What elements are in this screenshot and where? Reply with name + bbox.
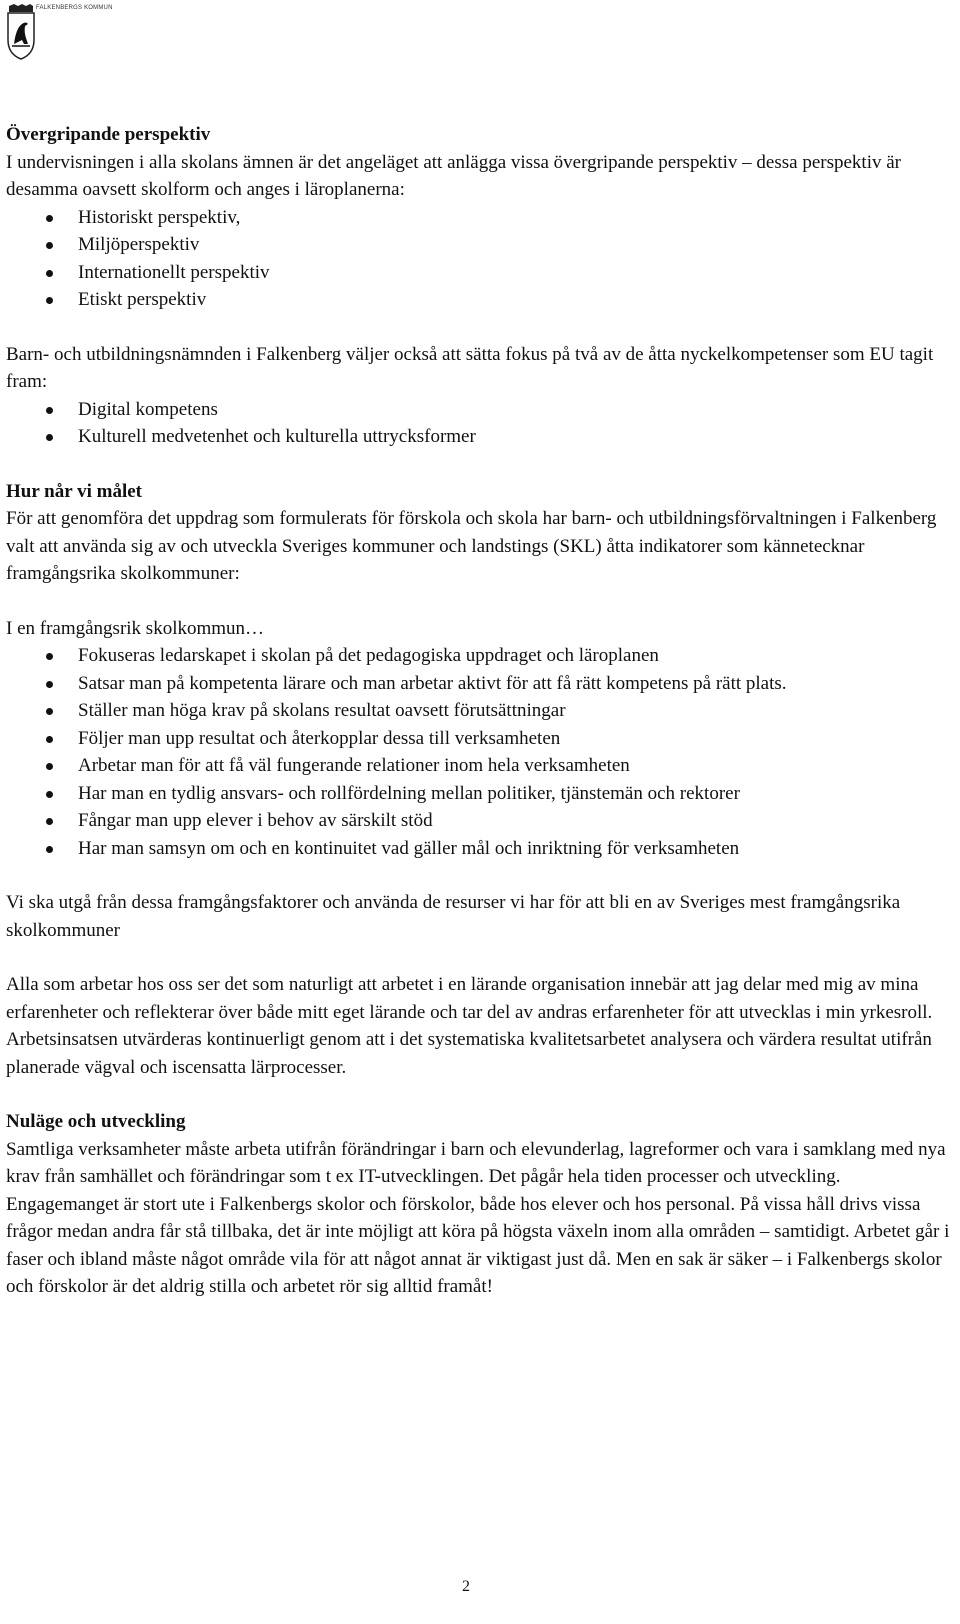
document-body — [6, 121, 950, 1301]
list-item: Kulturell medvetenhet och kulturella uttrycksformer — [6, 423, 950, 451]
bullet-icon — [46, 434, 53, 441]
section-heading-overgripande: Övergripande perspektiv — [6, 124, 211, 145]
paragraph: Vi ska utgå från dessa framgångsfaktorer och använda de resurser vi har för att bli en av Sveriges mest framgångsrika skolkommuner — [6, 892, 901, 941]
bullet-icon — [46, 653, 53, 660]
list-item: Miljöperspektiv — [6, 231, 950, 259]
section-heading-hur-nar-vi-malet: Hur når vi målet — [6, 480, 142, 502]
logo-text: FALKENBERGS KOMMUN — [36, 5, 113, 11]
list-item: Digital kompetens — [6, 396, 950, 424]
bullet-icon — [46, 407, 53, 414]
list-item: Har man samsyn om och en kontinuitet vad gäller mål och inriktning för verksamheten — [6, 835, 950, 863]
list-item: Etiskt perspektiv — [6, 286, 950, 314]
perspective-list — [6, 204, 950, 314]
bullet-icon — [46, 846, 53, 853]
list-item: Arbetar man för att få väl fungerande relationer inom hela verksamheten — [6, 752, 950, 780]
section-intro: För att genomföra det uppdrag som formulerats för förskola och skola har barn- och utbildningsförvaltningen i Falkenberg valt att använda sig av och utveckla Sveriges kommuner och landstings (SKL) åtta indikatorer som kännetecknar framgångsrika skolkommuner: — [6, 508, 937, 584]
coat-of-arms-icon — [6, 4, 36, 60]
list-item: Ställer man höga krav på skolans resultat oavsett förutsättningar — [6, 697, 950, 725]
bullet-icon — [46, 818, 53, 825]
bullet-icon — [46, 297, 53, 304]
section-heading-nulage: Nuläge och utveckling — [6, 1111, 186, 1132]
bullet-icon — [46, 270, 53, 277]
lead-text: I en framgångsrik skolkommun… — [6, 617, 265, 639]
bullet-icon — [46, 242, 53, 249]
bullet-icon — [46, 791, 53, 798]
indicator-list — [6, 642, 950, 862]
list-item: Har man en tydlig ansvars- och rollfördelning mellan politiker, tjänstemän och rektorer — [6, 780, 950, 808]
page-number: 2 — [462, 1578, 470, 1595]
list-item: Fångar man upp elever i behov av särskilt stöd — [6, 807, 950, 835]
competence-list — [6, 396, 950, 451]
bullet-icon — [46, 736, 53, 743]
list-item: Fokuseras ledarskapet i skolan på det pedagogiska uppdraget och läroplanen — [6, 642, 950, 670]
list-item: Historiskt perspektiv, — [6, 204, 950, 232]
section-body: Samtliga verksamheter måste arbeta utifrån förändringar i barn och elevunderlag, lagreformer och vara i samklang med nya krav från samhället och förändringar som t ex IT-utvecklingen. Det pågår hela tiden processer och utveckling. Engagemanget är stort ute i Falkenbergs skolor och förskolor, både hos elever och hos personal. På vissa håll drivs vissa frågor medan andra får stå tillbaka, det är inte möjligt att köra på högsta växeln inom alla områden – samtidigt. Arbetet går i faser och ibland måste något område vila för att något annat är viktigast just då. Men en sak är säker – i Falkenbergs skolor och förskolor är det aldrig stilla och arbetet rör sig alltid framåt! — [6, 1138, 950, 1297]
paragraph: Alla som arbetar hos oss ser det som naturligt att arbetet i en lärande organisation innebär att jag delar med mig av mina erfarenheter och reflekterar över både mitt eget lärande och tar del av andras erfarenheter för att utvecklas i min yrkesroll. Arbetsinsatsen utvärderas kontinuerligt genom att i det systematiska kvalitetsarbetet analysera och värdera resultat utifrån planerade vägval och iscensatta lärprocesser. — [6, 974, 933, 1078]
bullet-icon — [46, 708, 53, 715]
bullet-icon — [46, 215, 53, 222]
paragraph: Barn- och utbildningsnämnden i Falkenberg väljer också att sätta fokus på två av de åtta nyckelkompetenser som EU tagit fram: — [6, 343, 934, 392]
bullet-icon — [46, 681, 53, 688]
list-item: Följer man upp resultat och återkopplar dessa till verksamheten — [6, 725, 950, 753]
bullet-icon — [46, 763, 53, 770]
list-item: Internationellt perspektiv — [6, 259, 950, 287]
section-intro: I undervisningen i alla skolans ämnen är det angeläget att anlägga vissa övergripande perspektiv – dessa perspektiv är desamma oavsett skolform och anges i läroplanerna: — [6, 151, 901, 200]
list-item: Satsar man på kompetenta lärare och man arbetar aktivt för att få rätt kompetens på rätt plats. — [6, 670, 950, 698]
falkenberg-logo — [6, 4, 120, 64]
